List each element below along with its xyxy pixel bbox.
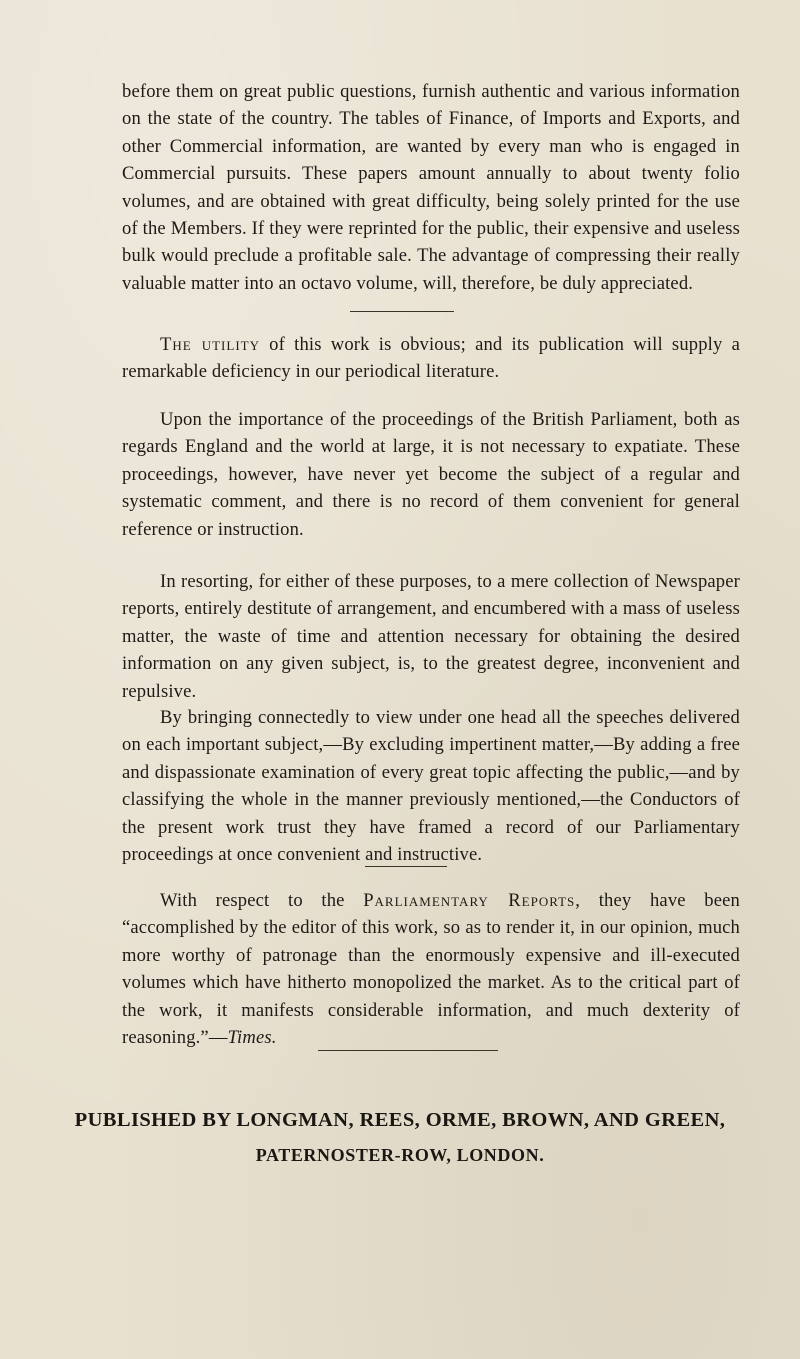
paragraph-text: In resorting, for either of these purposes, to a mere collection of Newspaper reports, entirely destitute of arrangement, and encumbered with a mass of useless matter, the waste of time and attention necessary for obtaining the desired information on any given subject, is, to the greatest degree, inconvenient and repulsive. — [122, 571, 740, 702]
paragraph-review-quote — [122, 887, 740, 1051]
paragraph-resorting — [122, 568, 740, 705]
divider-rule — [365, 866, 447, 867]
paragraph-importance — [122, 406, 740, 543]
publisher-address: PATERNOSTER-ROW, LONDON. — [255, 1145, 545, 1165]
paragraph-bringing — [122, 704, 740, 868]
paragraph-text: With respect to the — [160, 890, 364, 911]
paragraph-text: , they have been “accomplished by the editor of this work, so as to render it, in our opinion, much more worthy of patronage than the enormously expensive and ill-executed volumes which have hitherto monopolized the market. As to the critical part of the work, it manifests considerable information, and much dexterity of reasoning.”— — [122, 890, 741, 1049]
publisher-line: PUBLISHED BY LONGMAN, REES, ORME, BROWN, AND GREEN, — [74, 1109, 726, 1131]
paragraph-continuation — [122, 78, 740, 297]
paragraph-text: Upon the importance of the proceedings of the British Parliament, both as regards England and the world at large, it is not necessary to expatiate. These proceedings, however, have never yet become the subject of a regular and systematic comment, and there is no record of them convenient for general reference or instruction. — [122, 409, 740, 540]
paragraph-text: of this work is obvious; and its publication will supply a remarkable deficiency in our periodical literature. — [122, 334, 741, 383]
quote-source: Times. — [227, 1027, 277, 1049]
paragraph-lead-smallcaps: The utility — [160, 334, 260, 355]
paragraph-text: By bringing connectedly to view under one head all the speeches delivered on each important subject,—By excluding impertinent matter,—By adding a free and dispassionate examination of every great topic affecting the public,—and by classifying the whole in the manner previously mentioned,—the Conductors of the present work trust they have framed a record of our Parliamentary proceedings at once convenient and instructive. — [122, 707, 740, 866]
divider-rule — [318, 1050, 498, 1051]
paragraph-text: before them on great public questions, furnish authentic and various information on the state of the country. The tables of Finance, of Imports and Exports, and other Commercial information, are wanted by every man who is engaged in Commercial pursuits. These papers amount annually to about twenty folio volumes, and are obtained with great difficulty, being solely printed for the use of the Members. If they were reprinted for the public, their expensive and useless bulk would preclude a profitable sale. The advantage of compressing their really valuable matter into an octavo volume, will, therefore, be duly appreciated. — [122, 81, 740, 294]
parliamentary-reports-smallcaps: Parliamentary Reports — [363, 890, 576, 911]
divider-rule — [350, 311, 454, 312]
paragraph-utility — [122, 331, 740, 386]
